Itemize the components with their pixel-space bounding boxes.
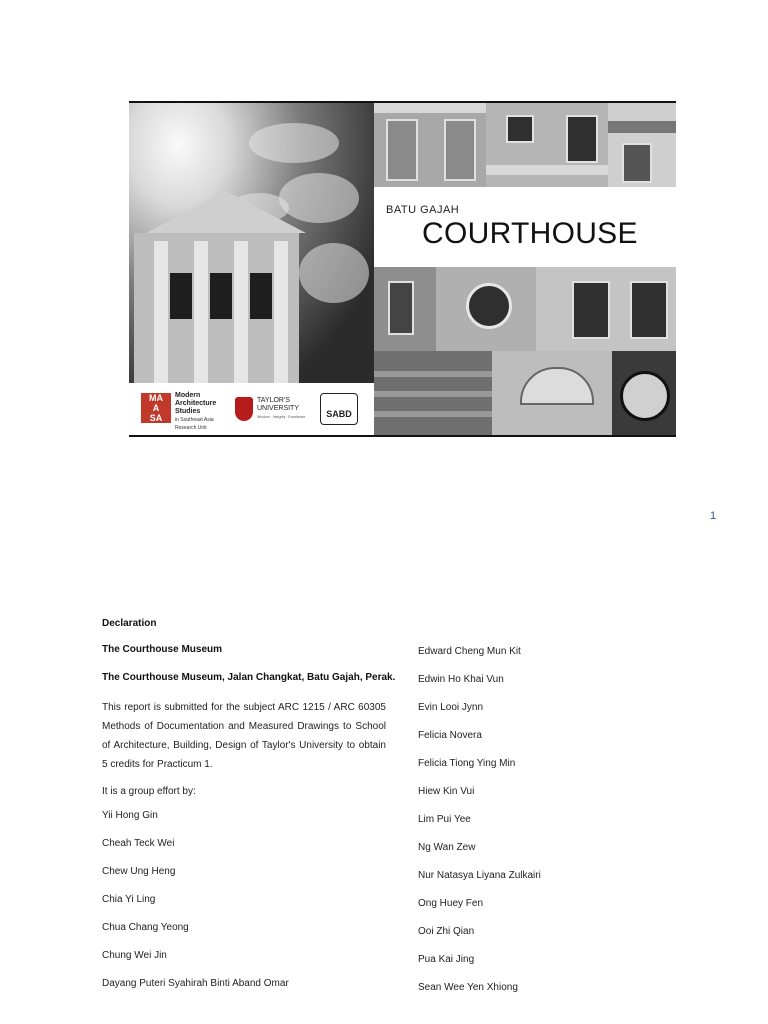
fanlight-window-photo <box>612 351 676 435</box>
maa-logo-name: Modern Architecture Studies <box>175 392 217 415</box>
group-effort-text: It is a group effort by: <box>102 786 196 797</box>
list-item: Edward Cheng Mun Kit <box>418 646 521 657</box>
taylors-crest-icon <box>235 397 253 421</box>
maa-logo: MA A SA <box>141 393 171 423</box>
museum-name: The Courthouse Museum <box>102 644 223 655</box>
list-item: Ong Huey Fen <box>418 898 484 909</box>
list-item: Chung Wei Jin <box>102 950 167 961</box>
list-item: Lim Pui Yee <box>418 814 471 825</box>
column-detail-photo <box>374 267 436 351</box>
pediment-window-photo <box>486 103 608 187</box>
declaration-body: This report is submitted for the subject ARC 1215 / ARC 60305 Methods of Documentation and Measured Drawings to School of Architecture, Building, Design of Taylor's University to obtain 5 credits for Practicum 1. <box>102 702 386 770</box>
logo-strip <box>129 383 374 435</box>
round-window-photo <box>436 267 536 351</box>
list-item: Sean Wee Yen Xhiong <box>418 982 518 993</box>
page-number: 1 <box>710 510 717 522</box>
list-item: Hiew Kin Vui <box>418 786 475 797</box>
declaration-heading: Declaration <box>102 618 157 629</box>
list-item: Felicia Tiong Ying Min <box>418 758 516 769</box>
cover-title-box <box>374 187 676 267</box>
list-item: Pua Kai Jing <box>418 954 475 965</box>
casement-windows-photo <box>536 267 676 351</box>
sabd-logo: SABD <box>320 393 358 425</box>
list-item: Cheah Teck Wei <box>102 838 175 849</box>
taylors-logo-tagline: Wisdom · Integrity · Excellence <box>257 415 306 419</box>
list-item: Evin Looi Jynn <box>418 702 484 713</box>
list-item: Chia Yi Ling <box>102 894 156 905</box>
museum-address: The Courthouse Museum, Jalan Changkat, Batu Gajah, Perak. <box>102 672 396 683</box>
maa-logo-sub: in Southeast Asia Research Unit <box>175 417 214 431</box>
courthouse-building <box>134 233 299 383</box>
list-item: Ooi Zhi Qian <box>418 926 475 937</box>
cover-title: COURTHOUSE <box>422 217 638 250</box>
courthouse-facade-photo <box>129 103 374 383</box>
eaves-photo <box>608 103 676 187</box>
list-item: Ng Wan Zew <box>418 842 476 853</box>
cover-image <box>129 101 676 437</box>
window-shutters-photo <box>374 103 486 187</box>
list-item: Edwin Ho Khai Vun <box>418 674 504 685</box>
list-item: Chua Chang Yeong <box>102 922 189 933</box>
ornament-arch-photo <box>492 351 612 435</box>
list-item: Chew Ung Heng <box>102 866 176 877</box>
roof-detail-photo <box>374 351 492 435</box>
list-item: Nur Natasya Liyana Zulkairi <box>418 870 541 881</box>
list-item: Yii Hong Gin <box>102 810 158 821</box>
list-item: Felicia Novera <box>418 730 482 741</box>
cover-subtitle: BATU GAJAH <box>386 204 460 216</box>
taylors-logo-name: TAYLOR'S UNIVERSITY <box>257 397 300 412</box>
list-item: Dayang Puteri Syahirah Binti Aband Omar <box>102 978 289 989</box>
